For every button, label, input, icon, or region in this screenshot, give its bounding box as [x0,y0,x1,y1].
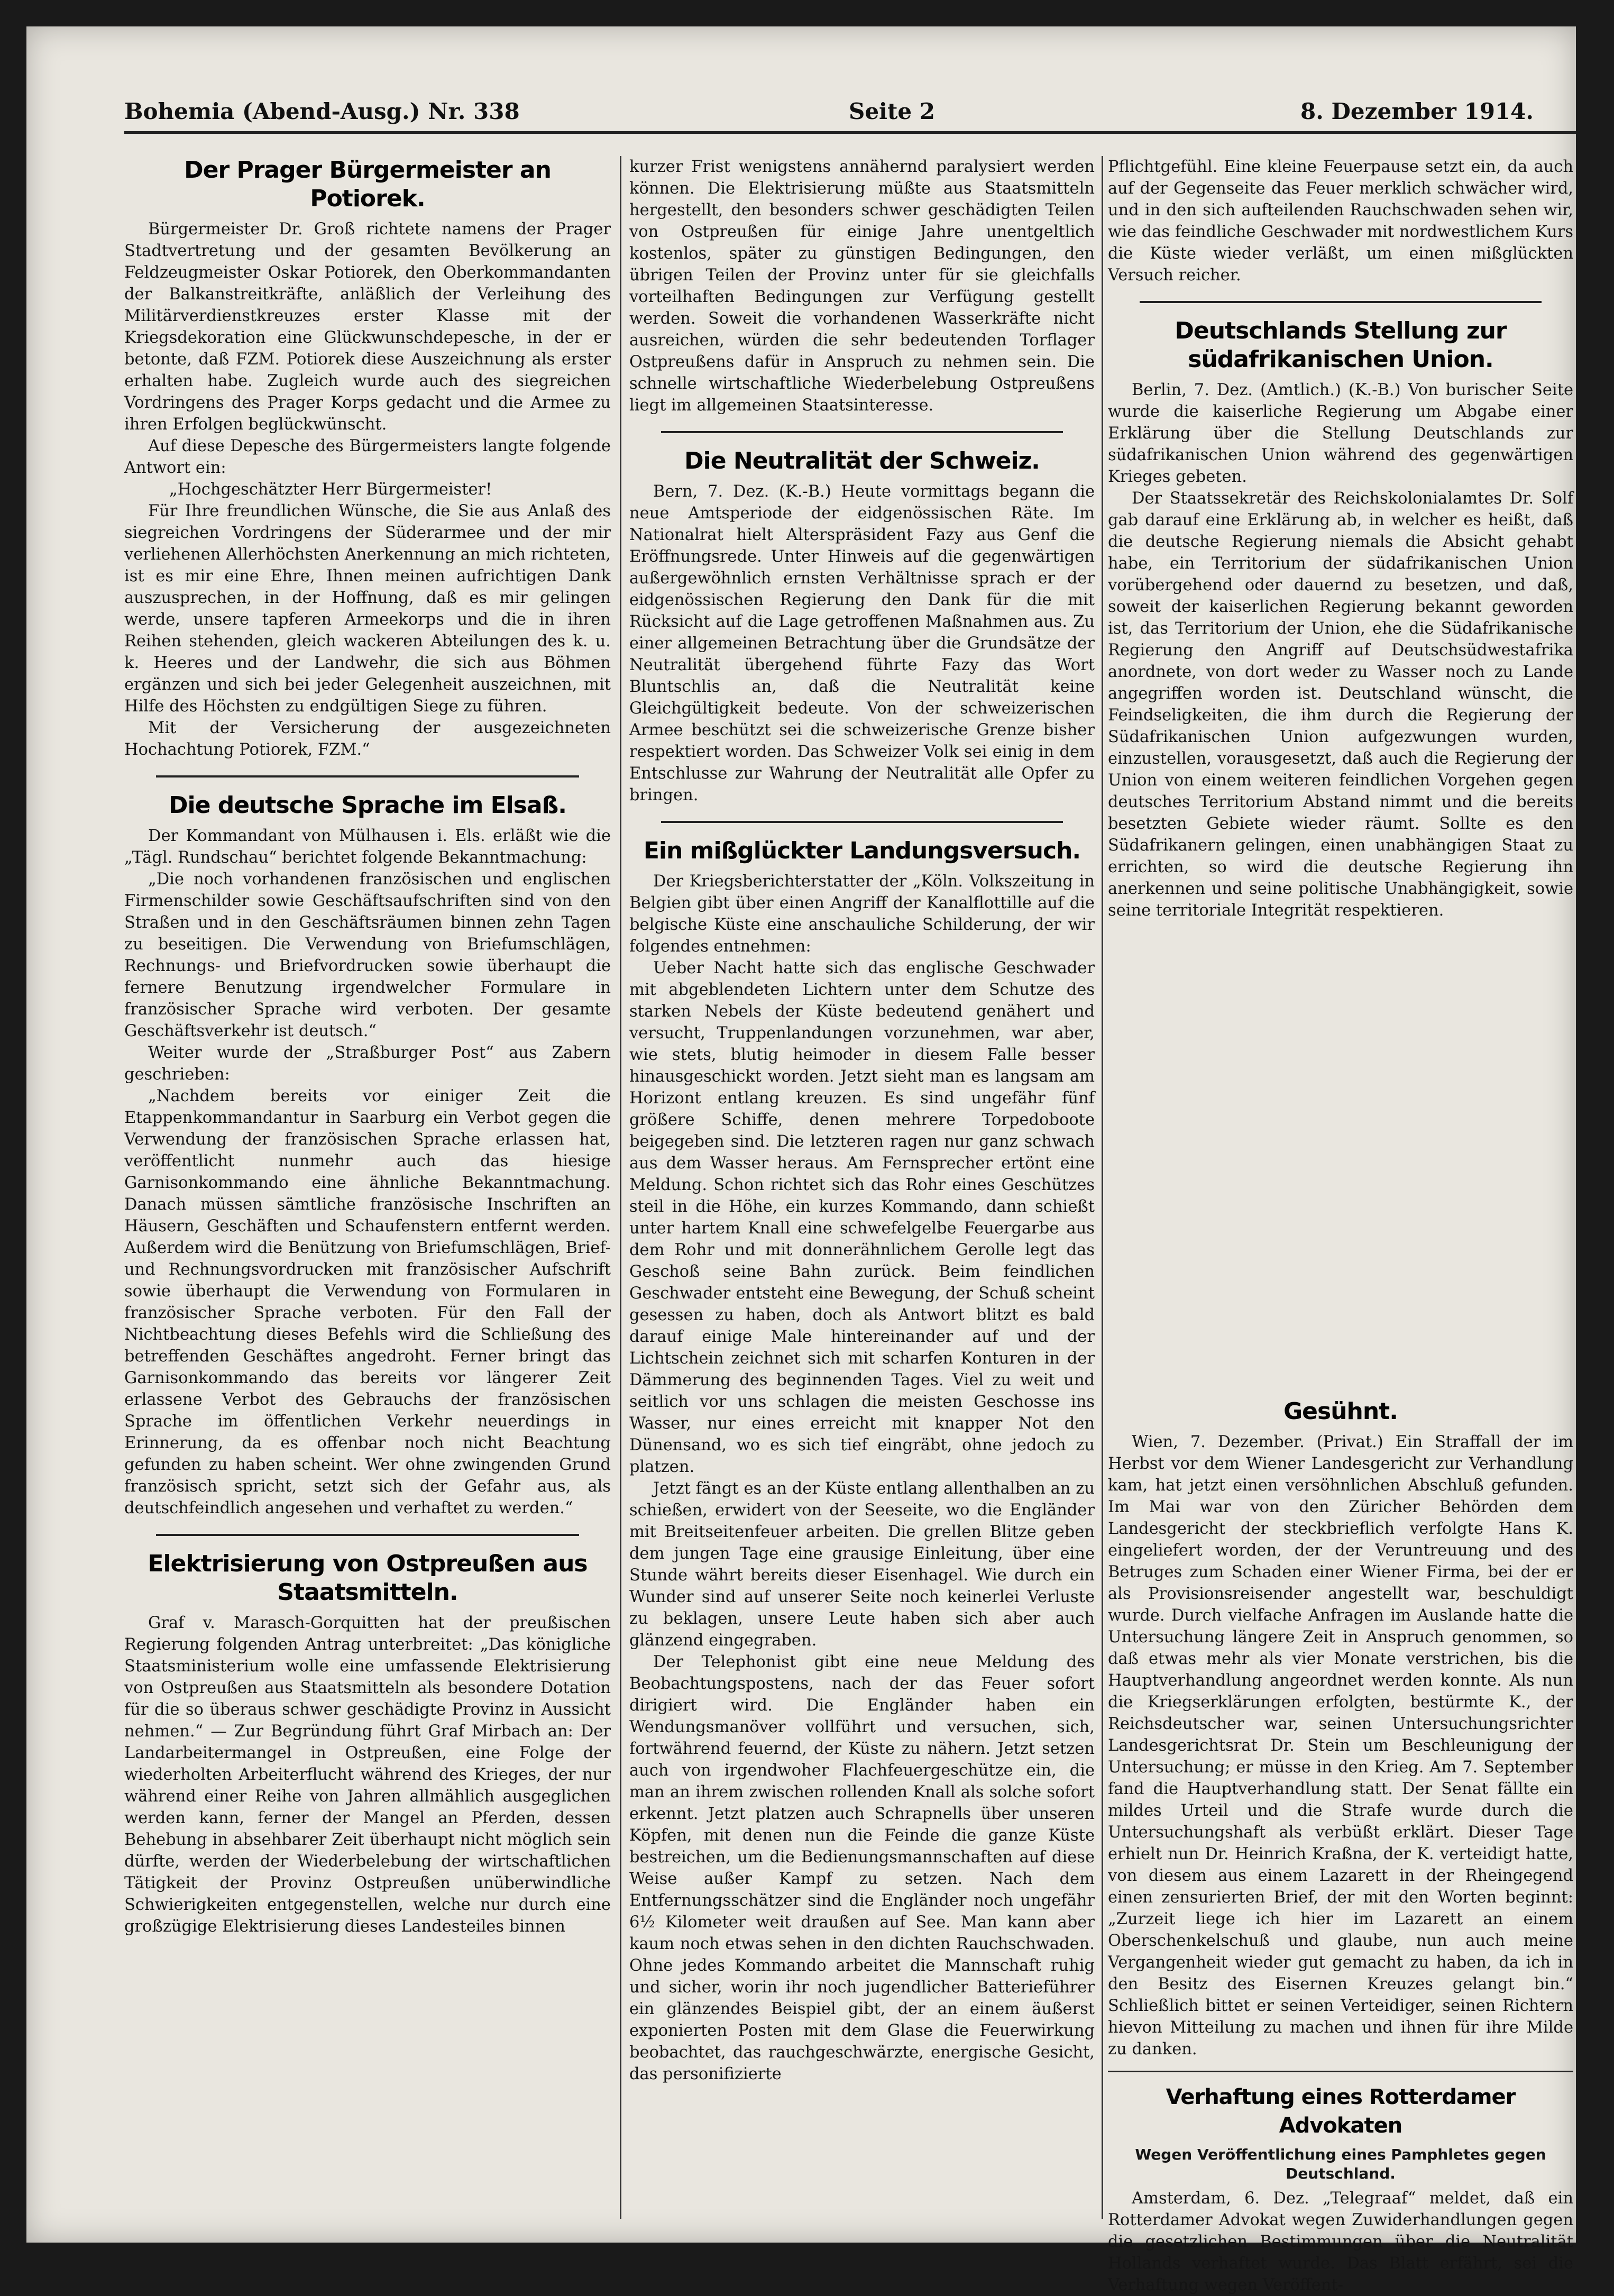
article-paragraph: Bern, 7. Dez. (K.-B.) Heute vormittags begann die neue Amtsperiode der eidgenössischen Räte. Im Nationalrat hielt Alterspräsident Fazy aus Genf die Eröffnungsrede. Unter Hinweis auf die gegenwärtigen außergewöhnlich ernsten Verhältnisse sprach er der eidgenössischen Regierung den Dank für die mit Rücksicht auf die Lage getroffenen Maßnahmen aus. Zu einer allgemeinen Betrachtung über die Grundsätze der Neutralität übergehend führte Fazy das Wort Bluntschlis an, daß die Neutralität keine Gleichgültigkeit bedeute. Von der schweizerischen Armee beschützt sei die schweizerische Grenze bisher respektiert worden. Das Schweizer Volk sei einig in dem Entschlusse zur Wahrung der Neutralität alle Opfer zu bringen. [629,482,1095,804]
article-headline: Verhaftung eines Rotterdamer Advokaten [1166,2085,1516,2138]
article-paragraph: Weiter wurde der „Straßburger Post“ aus Zabern geschrieben: [124,1044,611,1084]
article-headline: Ein mißglückter Landungsversuch. [643,837,1081,864]
newspaper-page [26,26,1576,2294]
article-paragraph: Auf diese Depesche des Bürgermeisters langte folgende Antwort ein: [124,437,611,477]
article-subheadline: Wegen Veröffentlichung eines Pamphletes gegen Deutschland. [1135,2146,1546,2182]
article-headline: Die Neutralität der Schweiz. [684,447,1040,474]
article-paragraph: Der Telephonist gibt eine neue Meldung des Beobachtungspostens, nach der das Feuer sofort dirigiert wird. Die Engländer haben ein Wendungsmanöver vollführt und versuchen, sich, fortwährend feuernd, der Küste zu nähern. Jetzt setzen auch von irgendwoher Flachfeuergeschütze ein, die man an ihrem zwischen rollenden Knall als solche sofort erkennt. Jetzt platzen auch Schrapnells über unseren Köpfen, mit denen nun die Feinde die ganze Küste bestreichen, um die Bedienungsmannschaften auf diese Weise außer Kampf zu setzen. Nach dem Entfernungsschätzer sind die Engländer noch ungefähr 6½ Kilometer weit draußen auf See. Man kann aber kaum noch etwas sehen in den dichten Rauchschwaden. Ohne jedes Kommando arbeitet die Mannschaft ruhig und sicher, worin ihr noch jugendlicher Batterieführer ein glänzendes Beispiel gibt, der an einem äußerst exponierten Posten mit dem Glase die Feuerwirkung beobachtet, das rauchgeschwärzte, energische Gesicht, das personifizierte [629,1653,1095,2083]
section-divider [156,1534,579,1536]
article-headline: Der Prager Bürgermeister an Potiorek. [184,157,551,212]
article-paragraph: kurzer Frist wenigstens annähernd paralysiert werden können. Die Elektrisierung müßte aus Staatsmitteln hergestellt, den besonders schwer geschädigten Teilen von Ostpreußen für einige Jahre unentgeltlich kostenlos, später zu günstigen Bedingungen, den übrigen Teilen der Provinz unter für sie gleichfalls vorteilhaften Bedingungen zur Verfügung gestellt werden. Soweit die vorhandenen Wasserkräfte nicht ausreichen, würden die sehr bedeutenden Torflager Ostpreußens dafür in Anspruch zu nehmen sein. Die schnelle wirtschaftliche Wiederbelebung Ostpreußens liegt im allgemeinen Staatsinteresse. [629,158,1095,415]
article-paragraph: Berlin, 7. Dez. (Amtlich.) (K.-B.) Von burischer Seite wurde die kaiserliche Regierung um Abgabe einer Erklärung über die Stellung Deutschlands zur südafrikanischen Union während des gegenwärtigen Krieges gebeten. [1108,381,1573,486]
column-divider [620,156,621,2219]
article-paragraph: Für Ihre freundlichen Wünsche, die Sie aus Anlaß des siegreichen Vordringens der Süderarmee und der mir verliehenen Allerhöchsten Anerkennung an mich richteten, ist es mir eine Ehre, Ihnen meinen aufrichtigen Dank auszusprechen, in der Hoffnung, daß es mir gelingen werde, unsere tapferen Armeekorps und die in ihren Reihen stehenden, gleich wackeren Abteilungen des k. u. k. Heeres und der Landwehr, die sich aus Böhmen ergänzen und sich bei jeder Gelegenheit auszeichnen, mit Hilfe des Höchsten zu endgültigen Siege zu führen. [124,502,611,716]
column-2 [629,156,1095,2235]
article-paragraph: Jetzt fängt es an der Küste entlang allenthalben an zu schießen, erwidert von der Seeseite, wo die Engländer mit Breitseitenfeuer arbeiten. Die grellen Blitze geben dem jungen Tage eine grausige Einleitung, über eine Stunde währt bereits dieser Eisenhagel. Wie durch ein Wunder sind auf unserer Seite noch keinerlei Verluste zu beklagen, unsere Leute haben sich aber auch glänzend eingegraben. [629,1479,1095,1650]
column-divider [1102,156,1103,2219]
article-paragraph: Pflichtgefühl. Eine kleine Feuerpause setzt ein, da auch auf der Gegenseite das Feuer merklich schwächer wird, und in den sich aufteilenden Rauchschwaden sehen wir, wie das feindliche Geschwader mit nordwestlichem Kurs die Küste wieder verläßt, um einen mißglückten Versuch reicher. [1108,158,1573,285]
blank-area [1108,921,1573,1397]
article-paragraph: Der Kommandant von Mülhausen i. Els. erläßt wie die „Tägl. Rundschau“ berichtet folgende Bekanntmachung: [124,827,611,867]
article-paragraph: Der Staatssekretär des Reichskolonialamtes Dr. Solf gab darauf eine Erklärung ab, in welcher es heißt, daß die deutsche Regierung niemals die Absicht gehabt habe, ein Territorium der südafrikanischen Union vorübergehend oder dauernd zu besetzen, und daß, soweit der kaiserlichen Regierung bekannt geworden ist, das Territorium der Union, ehe die Südafrikanische Regierung den Angriff auf Deutschsüdwestafrika anordnete, von dort weder zu Wasser noch zu Lande angegriffen worden ist. Deutschland wünscht, die Feindseligkeiten, die ihm durch die Regierung der Südafrikanischen Union aufgezwungen wurden, einzustellen, vorausgesetzt, daß auch die Regierung der Union von einem weiteren feindlichen Vorgehen gegen deutsches Territorium Abstand nimmt und die bereits besetzten Gebiete wieder räumt. Sollte es den Südafrikanern gelingen, einen unabhängigen Staat zu errichten, so wird die deutsche Regierung ihn anerkennen und seine politische Unabhängigkeit, sowie seine territoriale Integrität respektieren. [1108,489,1573,920]
article-paragraph: Der Kriegsberichterstatter der „Köln. Volkszeitung in Belgien gibt über einen Angriff der Kanalflottille auf die belgische Küste eine anschauliche Schilderung, der wir folgendes entnehmen: [629,872,1095,956]
section-divider [661,821,1063,823]
column-3 [1108,156,1573,2294]
page-header [124,89,1576,134]
article-headline: Deutschlands Stellung zur südafrikanischen Union. [1175,317,1507,373]
page-number: Seite 2 [849,98,935,124]
article-headline: Die deutsche Sprache im Elsaß. [169,792,566,819]
issue-date: 8. Dezember 1914. [1300,98,1534,124]
article-paragraph: Mit der Versicherung der ausgezeichneten Hochachtung Potiorek, FZM.“ [124,719,611,759]
section-divider [156,775,579,777]
article-paragraph: Bürgermeister Dr. Groß richtete namens der Prager Stadtvertretung und der gesamten Bevölkerung an Feldzeugmeister Oskar Potiorek, den Oberkommandanten der Balkanstreitkräfte, anläßlich der Verleihung des Militärverdienstkreuzes erster Klasse mit der Kriegsdekoration eine Glückwunschdepesche, in der er betonte, daß FZM. Potiorek diese Auszeichnung als erster erhalten habe. Zugleich wurde auch des siegreichen Vordringens des Prager Korps gedacht und die Armee zu ihren Erfolgen beglückwünscht. [124,220,611,434]
section-divider [661,431,1063,433]
article-headline: Gesühnt. [1283,1398,1398,1425]
article-paragraph: Ueber Nacht hatte sich das englische Geschwader mit abgeblendeten Lichtern unter dem Schutze des starken Nebels der Küste bedeutend genähert und versucht, Truppenlandungen vorzunehmen, war aber, wie stets, blutig heimoder in diesem Falle besser hinausgeschickt worden. Jetzt sieht man es langsam am Horizont entlang kreuzen. Es sind ungefähr fünf größere Schiffe, denen mehrere Torpedoboote beigegeben sind. Die letzteren ragen nur ganz schwach aus dem Wasser heraus. Am Fernsprecher ertönt eine Meldung. Schon richtet sich das Rohr eines Geschützes steil in die Höhe, ein kurzes Kommando, dann schießt unter hartem Knall eine schwefelgelbe Feuergarbe aus dem Rohr und mit donnerähnlichem Gerolle legt das Geschoß seine Bahn zurück. Beim feindlichen Geschwader entsteht eine Bewegung, der Schuß scheint gesessen zu haben, doch als Antwort blitzt es bald darauf einige Male hintereinander auf und der Lichtschein zeichnet sich mit scharfen Konturen in der Dämmerung des beginnenden Tages. Viel zu weit und seitlich vor uns schlagen die meisten Geschosse ins Wasser, nur eines erreicht mit knapper Not den Dünensand, wo es sich tief eingräbt, ohne jedoch zu platzen. [629,959,1095,1476]
section-divider [1108,2071,1573,2072]
masthead: Bohemia (Abend-Ausg.) Nr. 338 [124,98,520,124]
article-paragraph: Wien, 7. Dezember. (Privat.) Ein Straffall der im Herbst vor dem Wiener Landesgericht zur Verhandlung kam, hat jetzt einen versöhnlichen Abschluß gefunden. Im Mai war von den Züricher Behörden dem Landesgericht der steckbrieflich verfolgte Hans K. eingeliefert worden, der der Veruntreuung und des Betruges zum Schaden einer Wiener Firma, bei der er als Provisionsreisender angestellt war, beschuldigt wurde. Durch vielfache Anfragen im Auslande hatte die Untersuchung längere Zeit in Anspruch genommen, so daß etwas mehr als vier Monate verstrichen, bis die Hauptverhandlung angeordnet werden konnte. Als nun die Kriegserklärungen erfolgten, bestürmte K., der Reichsdeutscher war, seinen Untersuchungsrichter Landesgerichtsrat Dr. Stein um Beschleunigung der Untersuchung; er müsse in den Krieg. Am 7. September fand die Hauptverhandlung statt. Der Senat fällte ein mildes Urteil und die Strafe wurde durch die Untersuchungshaft als verbüßt erklärt. Dieser Tage erhielt nun Dr. Heinrich Kraßna, der K. verteidigt hatte, von diesem aus einem Lazarett in der Rheingegend einen zensurierten Brief, der mit den Worten beginnt: „Zurzeit liege ich hier im Lazarett an einem Oberschenkelschuß und glaube, nun auch meine Vergangenheit wieder gut gemacht zu haben, da ich in den Besitz des Eisernen Kreuzes gelangt bin.“ Schließlich bittet er seinen Verteidiger, seinen Richtern hievon Mitteilung zu machen und ihnen für ihre Milde zu danken. [1108,1433,1573,2059]
article-paragraph: „Hochgeschätzter Herr Bürgermeister! [169,480,492,499]
article-paragraph: „Die noch vorhandenen französischen und englischen Firmenschilder sowie Geschäftsaufschriften sind von den Straßen und in den Geschäftsräumen binnen zehn Tagen zu beseitigen. Die Verwendung von Briefumschlägen, Rechnungs- und Briefvordrucken sowie überhaupt die fernere Benutzung irgendwelcher Formulare in französischer Sprache wird verboten. Der gesamte Geschäftsverkehr ist deutsch.“ [124,870,611,1040]
section-divider [1140,301,1542,303]
article-headline: Elektrisierung von Ostpreußen aus Staatsmitteln. [148,1550,588,1606]
article-paragraph: Amsterdam, 6. Dez. „Telegraaf“ meldet, daß ein Rotterdamer Advokat wegen Zuwiderhandlungen gegen die gesetzlichen Bestimmungen über die Neutralität Hollands verhaftet wurde. Das Blatt erfährt, sei die Verhaftung wegen Veröffent- [1108,2189,1573,2294]
column-1 [124,156,611,2235]
article-paragraph: Graf v. Marasch-Gorquitten hat der preußischen Regierung folgenden Antrag unterbreitet: „Das königliche Staatsministerium wolle eine umfassende Elektrisierung von Ostpreußen aus Staatsmitteln als besondere Dotation für die so überaus schwer geschädigte Provinz in Aussicht nehmen.“ — Zur Begründung führt Graf Mirbach an: Der Landarbeitermangel in Ostpreußen, eine Folge der wiederholten Arbeiterflucht während des Krieges, der nur während einer Reihe von Jahren allmählich ausgeglichen werden kann, ferner der Mangel an Pferden, dessen Behebung in absehbarer Zeit überhaupt nicht möglich sein dürfte, werden der Wiederbelebung der wirtschaftlichen Tätigkeit der Provinz Ostpreußen unüberwindliche Schwierigkeiten entgegenstellen, welche nur durch eine großzügige Elektrisierung dieses Landesteiles binnen [124,1614,611,1936]
article-paragraph: „Nachdem bereits vor einiger Zeit die Etappenkommandantur in Saarburg ein Verbot gegen die Verwendung der französischen Sprache erlassen hat, veröffentlicht nunmehr auch das hiesige Garnisonkommando eine ähnliche Bekanntmachung. Danach müssen sämtliche französische Inschriften an Häusern, Geschäften und Schaufenstern entfernt werden. Außerdem wird die Benützung von Briefumschlägen, Brief- und Rechnungsvordrucken mit französischer Aufschrift sowie überhaupt die Verwendung von Formularen in französischer Sprache verboten. Für den Fall der Nichtbeachtung dieses Befehls wird die Schließung des betreffenden Geschäftes angedroht. Ferner bringt das Garnisonkommando das bereits vor längerer Zeit erlassene Verbot des Gebrauchs der französischen Sprache im öffentlichen Verkehr neuerdings in Erinnerung, da es offenbar noch nicht Beachtung gefunden zu haben scheint. Wer ohne zwingenden Grund französisch spricht, setzt sich der Gefahr aus, als deutschfeindlich angesehen und verhaftet zu werden.“ [124,1087,611,1517]
